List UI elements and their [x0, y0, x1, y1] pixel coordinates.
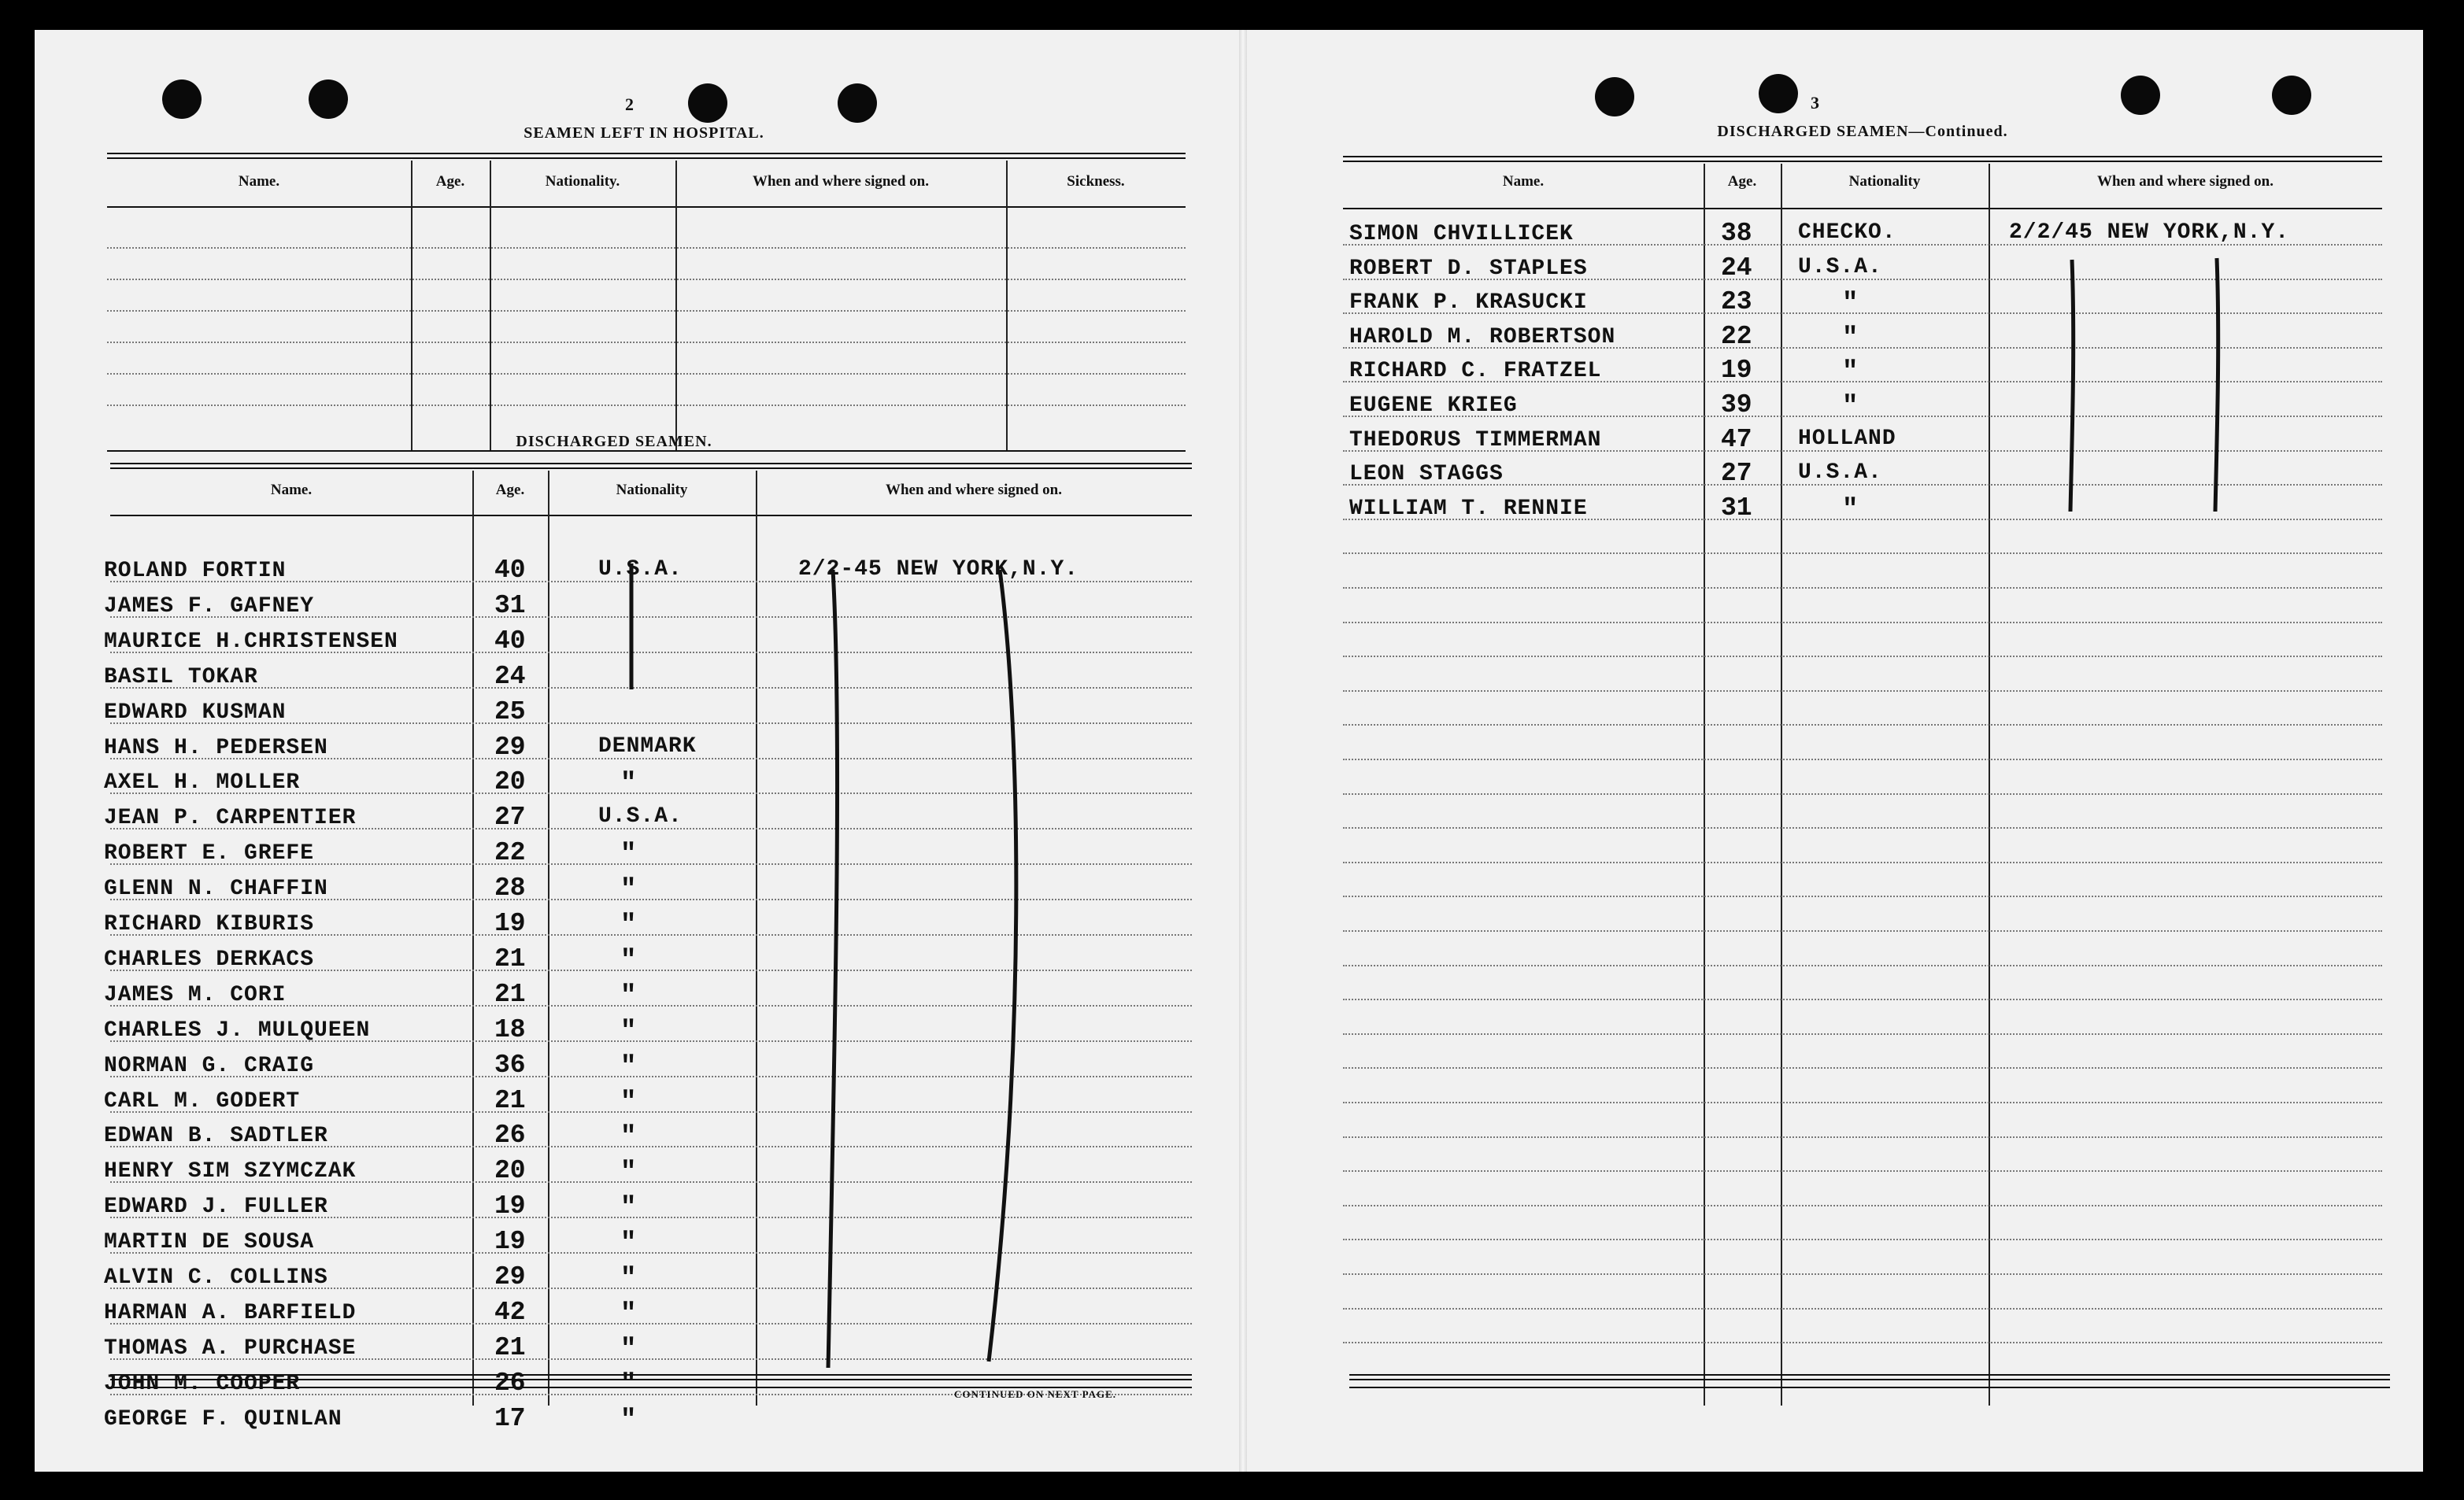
seaman-age: 31 — [494, 591, 526, 620]
seaman-age: 40 — [494, 626, 526, 656]
signed-on: 2/2-45 NEW YORK,N.Y. — [798, 557, 1079, 582]
seaman-name: THOMAS A. PURCHASE — [104, 1336, 357, 1361]
seaman-nationality: " — [620, 1264, 637, 1294]
seaman-name: LEON STAGGS — [1349, 462, 1504, 486]
seaman-nationality: " — [620, 1052, 637, 1082]
column-header: When and where signed on. — [885, 482, 1062, 498]
right-page — [1247, 30, 2423, 1472]
handwritten-brace-marks — [1247, 30, 2423, 1472]
seaman-nationality: " — [620, 1122, 637, 1152]
seaman-age: 24 — [1721, 253, 1752, 283]
seaman-age: 23 — [1721, 287, 1752, 316]
seaman-nationality: " — [1842, 392, 1859, 422]
seaman-name: MAURICE H.CHRISTENSEN — [104, 630, 398, 654]
seaman-name: ROBERT E. GREFE — [104, 841, 315, 866]
seaman-nationality: " — [620, 1193, 637, 1223]
seaman-name: EDWAN B. SADTLER — [104, 1124, 328, 1148]
crew-list-spread — [35, 30, 2423, 1472]
seaman-nationality: " — [1842, 289, 1859, 319]
page-number: 3 — [1811, 93, 1819, 113]
column-header: Name. — [1502, 173, 1545, 190]
seaman-age: 31 — [1721, 493, 1752, 523]
seaman-name: MARTIN DE SOUSA — [104, 1230, 315, 1254]
seaman-name: JAMES F. GAFNEY — [104, 594, 315, 619]
seaman-age: 20 — [494, 1156, 526, 1185]
seaman-nationality: " — [620, 1370, 637, 1400]
seaman-nationality: " — [1842, 323, 1859, 353]
seaman-nationality: " — [620, 946, 637, 976]
seaman-age: 29 — [494, 1262, 526, 1291]
seaman-age: 26 — [494, 1369, 526, 1398]
seaman-age: 22 — [1721, 322, 1752, 351]
seaman-nationality: " — [620, 875, 637, 905]
seaman-name: AXEL H. MOLLER — [104, 770, 301, 795]
column-header: Name. — [270, 482, 313, 498]
seaman-name: BASIL TOKAR — [104, 665, 258, 689]
seaman-nationality: " — [620, 911, 637, 940]
seaman-name: GEORGE F. QUINLAN — [104, 1407, 342, 1432]
seaman-age: 27 — [1721, 459, 1752, 488]
column-header: Age. — [1727, 173, 1757, 190]
seaman-age: 28 — [494, 874, 526, 903]
seaman-nationality: " — [1842, 357, 1859, 387]
seaman-age: 40 — [494, 556, 526, 585]
column-header: Name. — [238, 173, 280, 190]
seaman-name: HARMAN A. BARFIELD — [104, 1301, 357, 1325]
seaman-name: JEAN P. CARPENTIER — [104, 806, 357, 830]
discharged-continued-title: DISCHARGED SEAMEN—Continued. — [1717, 123, 2008, 140]
page-fold — [1239, 30, 1247, 1472]
seaman-age: 20 — [494, 767, 526, 796]
seaman-age: 26 — [494, 1121, 526, 1150]
seaman-age: 17 — [494, 1404, 526, 1433]
seaman-nationality: U.S.A. — [1798, 255, 1882, 279]
seaman-age: 42 — [494, 1298, 526, 1327]
seaman-age: 24 — [494, 662, 526, 691]
seaman-name: HENRY SIM SZYMCZAK — [104, 1159, 357, 1184]
column-header: Nationality — [616, 482, 688, 498]
column-header: Age. — [435, 173, 465, 190]
seaman-age: 21 — [494, 980, 526, 1009]
seaman-name: CARL M. GODERT — [104, 1089, 301, 1114]
seaman-name: SIMON CHVILLICEK — [1349, 222, 1574, 246]
seaman-nationality: U.S.A. — [598, 804, 683, 829]
seaman-nationality: " — [620, 1335, 637, 1365]
seaman-age: 22 — [494, 838, 526, 867]
seaman-age: 19 — [494, 1192, 526, 1221]
seaman-nationality: " — [620, 1299, 637, 1329]
seaman-nationality: " — [620, 1088, 637, 1118]
seaman-age: 47 — [1721, 425, 1752, 454]
seaman-name: HAROLD M. ROBERTSON — [1349, 325, 1616, 349]
seaman-age: 25 — [494, 697, 526, 726]
continued-footer: CONTINUED ON NEXT PAGE. — [954, 1388, 1116, 1400]
column-header: Sickness. — [1067, 173, 1125, 190]
seaman-name: NORMAN G. CRAIG — [104, 1054, 315, 1078]
seaman-nationality: " — [620, 1228, 637, 1258]
ditto-brace-stroke — [2215, 258, 2218, 512]
seaman-nationality: " — [1842, 495, 1859, 525]
ditto-brace-stroke — [989, 570, 1016, 1361]
seaman-age: 19 — [494, 1227, 526, 1256]
seaman-nationality: " — [620, 981, 637, 1011]
seaman-name: ALVIN C. COLLINS — [104, 1265, 328, 1290]
column-header: Age. — [495, 482, 525, 498]
seaman-name: CHARLES DERKACS — [104, 948, 315, 972]
seaman-age: 38 — [1721, 219, 1752, 248]
column-header: Nationality — [1848, 173, 1921, 190]
left-page — [35, 30, 1239, 1472]
seaman-nationality: " — [620, 840, 637, 870]
seaman-nationality: DENMARK — [598, 734, 697, 759]
seaman-age: 19 — [494, 909, 526, 938]
seaman-age: 18 — [494, 1015, 526, 1044]
signed-on: 2/2/45 NEW YORK,N.Y. — [2009, 220, 2290, 245]
seaman-age: 29 — [494, 733, 526, 762]
seaman-name: RICHARD KIBURIS — [104, 912, 315, 937]
seaman-name: EUGENE KRIEG — [1349, 393, 1518, 418]
seaman-nationality: " — [620, 1017, 637, 1047]
ditto-brace-stroke — [2070, 260, 2074, 512]
seaman-name: HANS H. PEDERSEN — [104, 736, 328, 760]
seaman-name: EDWARD J. FULLER — [104, 1195, 328, 1219]
seaman-age: 39 — [1721, 390, 1752, 419]
seaman-age: 27 — [494, 803, 526, 832]
seaman-name: JOHN M. COOPER — [104, 1372, 301, 1396]
seaman-name: FRANK P. KRASUCKI — [1349, 290, 1588, 315]
seaman-name: RICHARD C. FRATZEL — [1349, 359, 1602, 383]
seaman-name: ROLAND FORTIN — [104, 559, 287, 583]
seaman-nationality: U.S.A. — [598, 557, 683, 582]
seaman-nationality: " — [620, 1406, 637, 1435]
handwritten-brace-marks — [35, 30, 1239, 1472]
seaman-nationality: " — [620, 769, 637, 799]
seaman-nationality: " — [620, 1158, 637, 1188]
seaman-name: CHARLES J. MULQUEEN — [104, 1018, 371, 1043]
seaman-age: 21 — [494, 1333, 526, 1362]
seaman-age: 19 — [1721, 356, 1752, 385]
seaman-name: THEDORUS TIMMERMAN — [1349, 428, 1602, 453]
seaman-nationality: U.S.A. — [1798, 460, 1882, 485]
hospital-section-title: SEAMEN LEFT IN HOSPITAL. — [524, 124, 764, 142]
seaman-name: ROBERT D. STAPLES — [1349, 257, 1588, 281]
seaman-name: EDWARD KUSMAN — [104, 700, 287, 725]
seaman-name: JAMES M. CORI — [104, 983, 287, 1007]
seaman-age: 36 — [494, 1051, 526, 1080]
ditto-brace-stroke — [828, 570, 838, 1368]
seaman-age: 21 — [494, 1086, 526, 1115]
seaman-age: 21 — [494, 944, 526, 974]
column-header: When and where signed on. — [752, 173, 929, 190]
page-number: 2 — [625, 94, 634, 114]
seaman-name: GLENN N. CHAFFIN — [104, 877, 328, 901]
column-header: When and where signed on. — [2096, 173, 2273, 190]
seaman-name: WILLIAM T. RENNIE — [1349, 497, 1588, 521]
seaman-nationality: HOLLAND — [1798, 427, 1896, 451]
column-header: Nationality. — [545, 173, 620, 190]
seaman-nationality: CHECKO. — [1798, 220, 1896, 245]
discharged-section-title: DISCHARGED SEAMEN. — [516, 433, 712, 450]
